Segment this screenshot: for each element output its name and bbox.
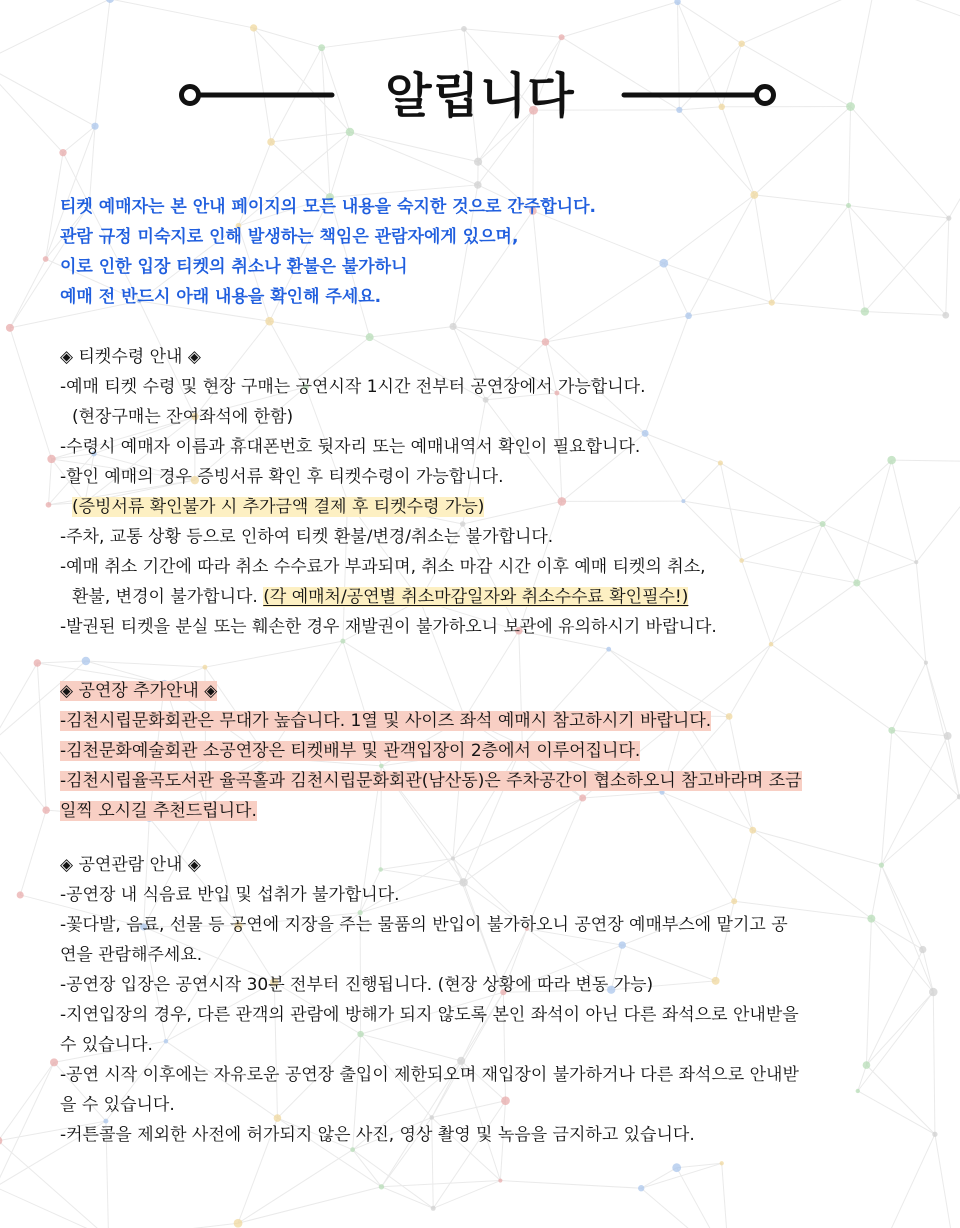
notice-line: 수 있습니다. [60,1035,153,1055]
notice-line: -공연장 내 식음료 반입 및 섭취가 불가합니다. [60,885,400,905]
highlight-text: -김천시립율곡도서관 율곡홀과 김천시립문화회관(남산동)은 주차공간이 협소하오니 참고바라며 조금 [60,771,802,791]
highlight-text: (각 예매처/공연별 취소마감일자와 취소수수료 확인필수!) [263,587,689,607]
intro-line: 티켓 예매자는 본 안내 페이지의 모든 내용을 숙지한 것으로 간주합니다. [60,197,596,217]
notice-line [60,582,940,612]
section-heading: ◈ 공연관람 안내 ◈ [60,855,201,875]
notice-line: -지연입장의 경우, 다른 관객의 관람에 방해가 되지 않도록 본인 좌석이 아닌 다른 좌석으로 안내받을 [60,1005,799,1025]
notice-line: -수령시 예매자 이름과 휴대폰번호 뒷자리 또는 예매내역서 확인이 필요합니다. [60,437,641,457]
page-title: 알립니다 [385,68,575,124]
intro-line: 예매 전 반드시 아래 내용을 확인해 주세요. [60,287,382,307]
highlight-text: 일찍 오시길 추천드립니다. [60,801,257,821]
notice-line: 연을 관람해주세요. [60,945,203,965]
notice-line: -주차, 교통 상황 등으로 인하여 티켓 환불/변경/취소는 불가합니다. [60,527,554,547]
intro-line: 관람 규정 미숙지로 인해 발생하는 책임은 관람자에게 있으며, [60,227,519,247]
highlight-text: (증빙서류 확인불가 시 추가금액 결제 후 티켓수령 가능) [72,497,485,517]
notice-line: -예매 티켓 수령 및 현장 구매는 공연시작 1시간 전부터 공연장에서 가능합니다. [60,377,646,397]
highlight-text: -김천시립문화회관은 무대가 높습니다. 1열 및 사이즈 좌석 예매시 참고하시기 바랍니다. [60,711,712,731]
notice-line [60,736,940,766]
notice-line [60,706,940,736]
notice-line: -할인 예매의 경우 증빙서류 확인 후 티켓수령이 가능합니다. [60,467,504,487]
intro-notice [60,192,920,312]
right-line-dot-icon [620,80,780,110]
notice-line-highlighted [60,492,940,522]
highlight-text: ◈ 공연장 추가안내 ◈ [60,681,218,701]
notice-line: -공연장 입장은 공연시작 30분 전부터 진행됩니다. (현장 상황에 따라 변동 가능) [60,975,654,995]
notice-line: (현장구매는 잔여좌석에 한함) [72,407,294,427]
notice-text: 환불, 변경이 불가합니다. [72,587,264,607]
title-row [0,60,960,132]
intro-line: 이로 인한 입장 티켓의 취소나 환불은 불가하니 [60,257,408,277]
notice-line: -공연 시작 이후에는 자유로운 공연장 출입이 제한되오며 재입장이 불가하거나 다른 좌석으로 안내받 [60,1065,799,1085]
notice-line [60,766,940,796]
notice-line: -커튼콜을 제외한 사전에 허가되지 않은 사진, 영상 촬영 및 녹음을 금지하고 있습니다. [60,1125,695,1145]
venue-info-section [60,676,940,826]
section-heading: ◈ 티켓수령 안내 ◈ [60,347,201,367]
notice-line: -예매 취소 기간에 따라 취소 수수료가 부과되며, 취소 마감 시간 이후 예매 티켓의 취소, [60,557,706,577]
notice-line: 을 수 있습니다. [60,1095,175,1115]
notice-line: -꽃다발, 음료, 선물 등 공연에 지장을 주는 물품의 반입이 불가하오니 공연장 예매부스에 맡기고 공 [60,915,788,935]
viewing-guide-section [60,850,940,1150]
highlight-text: -김천문화예술회관 소공연장은 티켓배부 및 관객입장이 2층에서 이루어집니다. [60,741,641,761]
ticket-pickup-section [60,342,940,642]
notice-line [60,796,940,826]
section-heading [60,676,940,706]
notice-line: -발권된 티켓을 분실 또는 훼손한 경우 재발권이 불가하오니 보관에 유의하시기 바랍니다. [60,617,717,637]
